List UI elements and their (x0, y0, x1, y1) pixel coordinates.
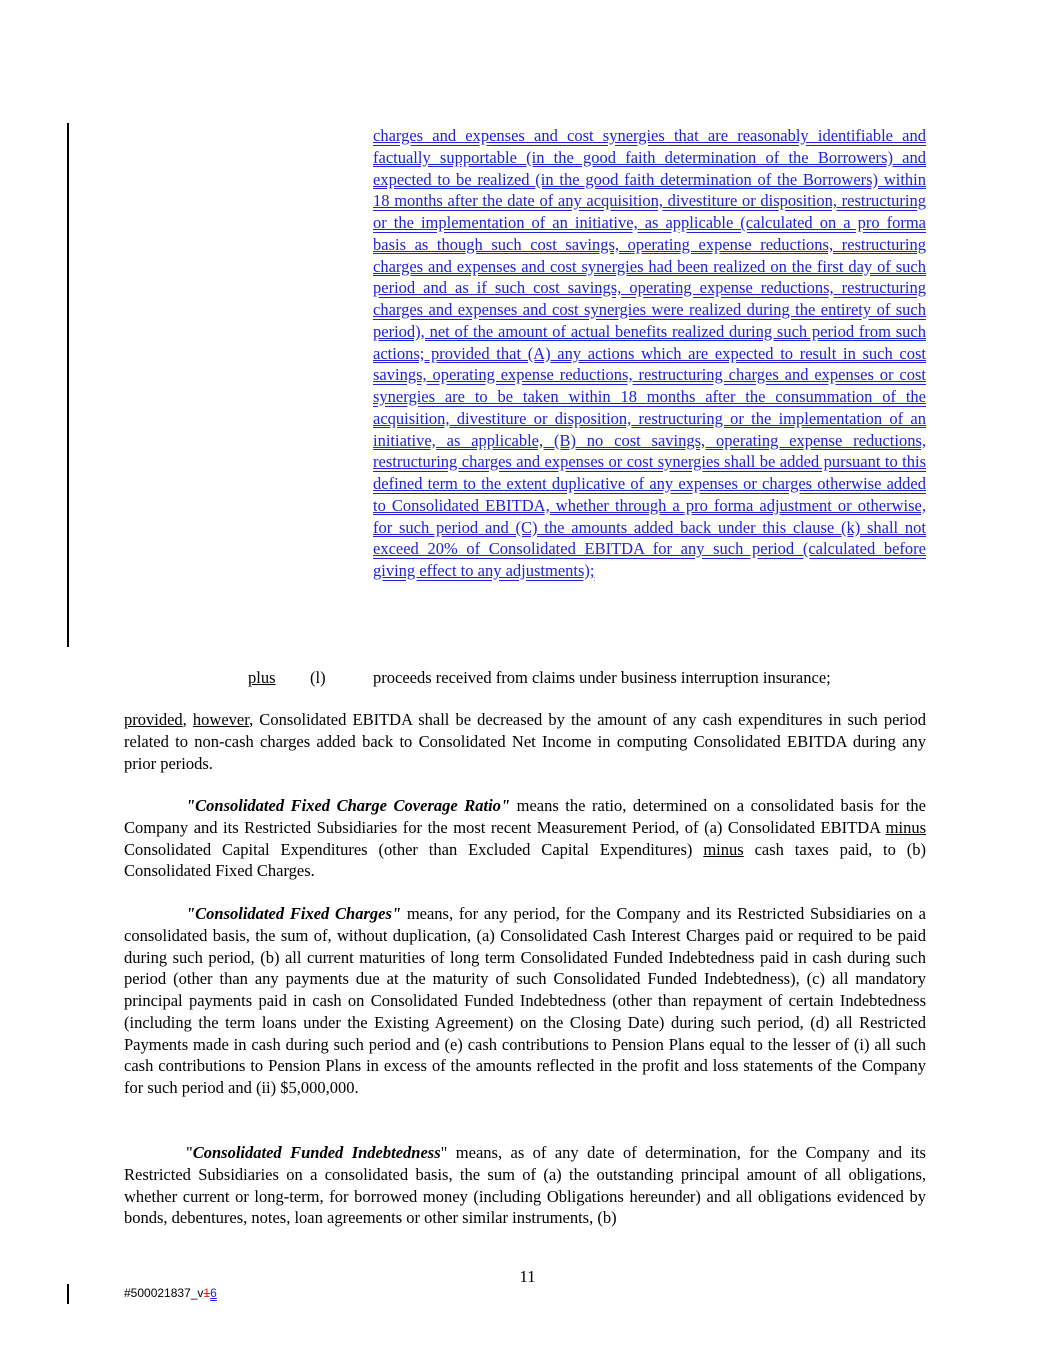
doc-id-prefix: #500021837_v (124, 1286, 204, 1300)
definition-fixed-charges (124, 903, 926, 1099)
doc-id-deleted-version: 1 (203, 1286, 211, 1300)
quote-open: " (186, 1143, 193, 1162)
fixed-charges-text: means, for any period, for the Company and its Restricted Subsidiaries on a consolidated basis, the sum of, without duplication, (a) Consolidated Cash Interest Charges paid or required to be paid during such period, (b) all current maturities of long term Consolidated Funded Indebtedness paid in cash during such period (other than any payments due at the maturity of such Consolidated Funded Indebtedness), (c) all mandatory principal payments paid in cash on Consolidated Funded Indebtedness (other than repayment of certain Indebtedness (including the term loans under the Existing Agreement) on the Closing Date) during such period, (d) all Restricted Payments made in cash during such period and (e) cash contributions to Pension Plans equal to the lesser of (i) all such cash contributions to Pension Plans in excess of the amounts reflected in the profit and loss statements of the Company for such period and (ii) $5,000,000. (124, 904, 926, 1097)
clause-l-text: proceeds received from claims under business interruption insurance; (373, 668, 831, 687)
funded-indebtedness-text: means, as of any date of determination, for the Company and its Restricted Subsidiaries on a consolidated basis, the sum of (a) the outstanding principal amount of all obligations, whether current or long-term, for borrowed money (including Obligations hereunder) and all obligations evidenced by bonds, debentures, notes, loan agreements or other similar instruments, (b) (124, 1143, 926, 1228)
change-bar (67, 123, 69, 647)
minus-word-1: minus (885, 817, 926, 837)
definition-funded-indebtedness (124, 1142, 926, 1229)
clause-k-continuation: charges and expenses and cost synergies that are reasonably identifiable and factually supportable (in the good faith determination of the Borrowers) and expected to be realized (in the good faith determination of the Borrowers) within 18 months after the date of any acquisition, divestiture or disposition, restructuring or the implementation of an initiative, as applicable (calculated on a pro forma basis as though such cost savings, operating expense reductions, restructuring charges and expenses and cost synergies had been realized on the first day of such period and as if such cost savings, operating expense reductions, restructuring charges and expenses and cost synergies were realized during the entirety of such period), net of the amount of actual benefits realized during such period from such actions; provided that (A) any actions which are expected to result in such cost savings, operating expense reductions, restructuring charges and expenses or cost synergies are to be taken within 18 months after the consummation of the acquisition, divestiture or disposition, restructuring or the implementation of an initiative, as applicable, (B) no cost savings, operating expense reductions, restructuring charges and expenses or cost synergies shall be added pursuant to this defined term to the extent duplicative of any expenses or charges otherwise added to Consolidated EBITDA, whether through a pro forma adjustment or otherwise, for such period and (C) the amounts added back under this clause (k) shall not exceed 20% of Consolidated EBITDA for any such period (calculated before giving effect to any adjustments); (373, 126, 926, 580)
proviso-paragraph (124, 709, 926, 774)
clause-l-number: (l) (310, 668, 326, 687)
plus-label: plus (248, 668, 276, 687)
quote-close: " (440, 1143, 448, 1162)
however-word: however (192, 710, 250, 729)
term-funded-indebtedness: Consolidated Funded Indebtedness (192, 1143, 441, 1162)
page-number: 11 (519, 1267, 536, 1286)
fccr-text-2: Consolidated Capital Expenditures (other than Excluded Capital Expenditures) (124, 839, 704, 859)
fccr-text-3: cash taxes paid, to (b) Consolidated Fixed Charges. (124, 839, 926, 881)
doc-id-inserted-version: 6 (210, 1286, 217, 1300)
proviso-text: , Consolidated EBITDA shall be decreased by the amount of any cash expenditures in such period related to non-cash charges added back to Consolidated Net Income in computing Consolidated EBITDA during any prior periods. (124, 710, 927, 773)
document-id (124, 1286, 217, 1300)
proviso-separator: , (182, 710, 193, 729)
provided-word: provided (124, 710, 183, 729)
term-fixed-charges: "Consolidated Fixed Charges" (186, 904, 402, 923)
fccr-text-1: means the ratio, determined on a consolidated basis for the Company and its Restricted Subsidiaries for the most recent Measurement Period, of (a) Consolidated EBITDA (124, 796, 926, 837)
term-fixed-charge-coverage-ratio: "Consolidated Fixed Charge Coverage Ratio" (186, 796, 511, 815)
minus-word-2: minus (703, 839, 744, 859)
footer-change-bar (67, 1284, 69, 1304)
definition-fixed-charge-coverage-ratio (124, 795, 926, 882)
